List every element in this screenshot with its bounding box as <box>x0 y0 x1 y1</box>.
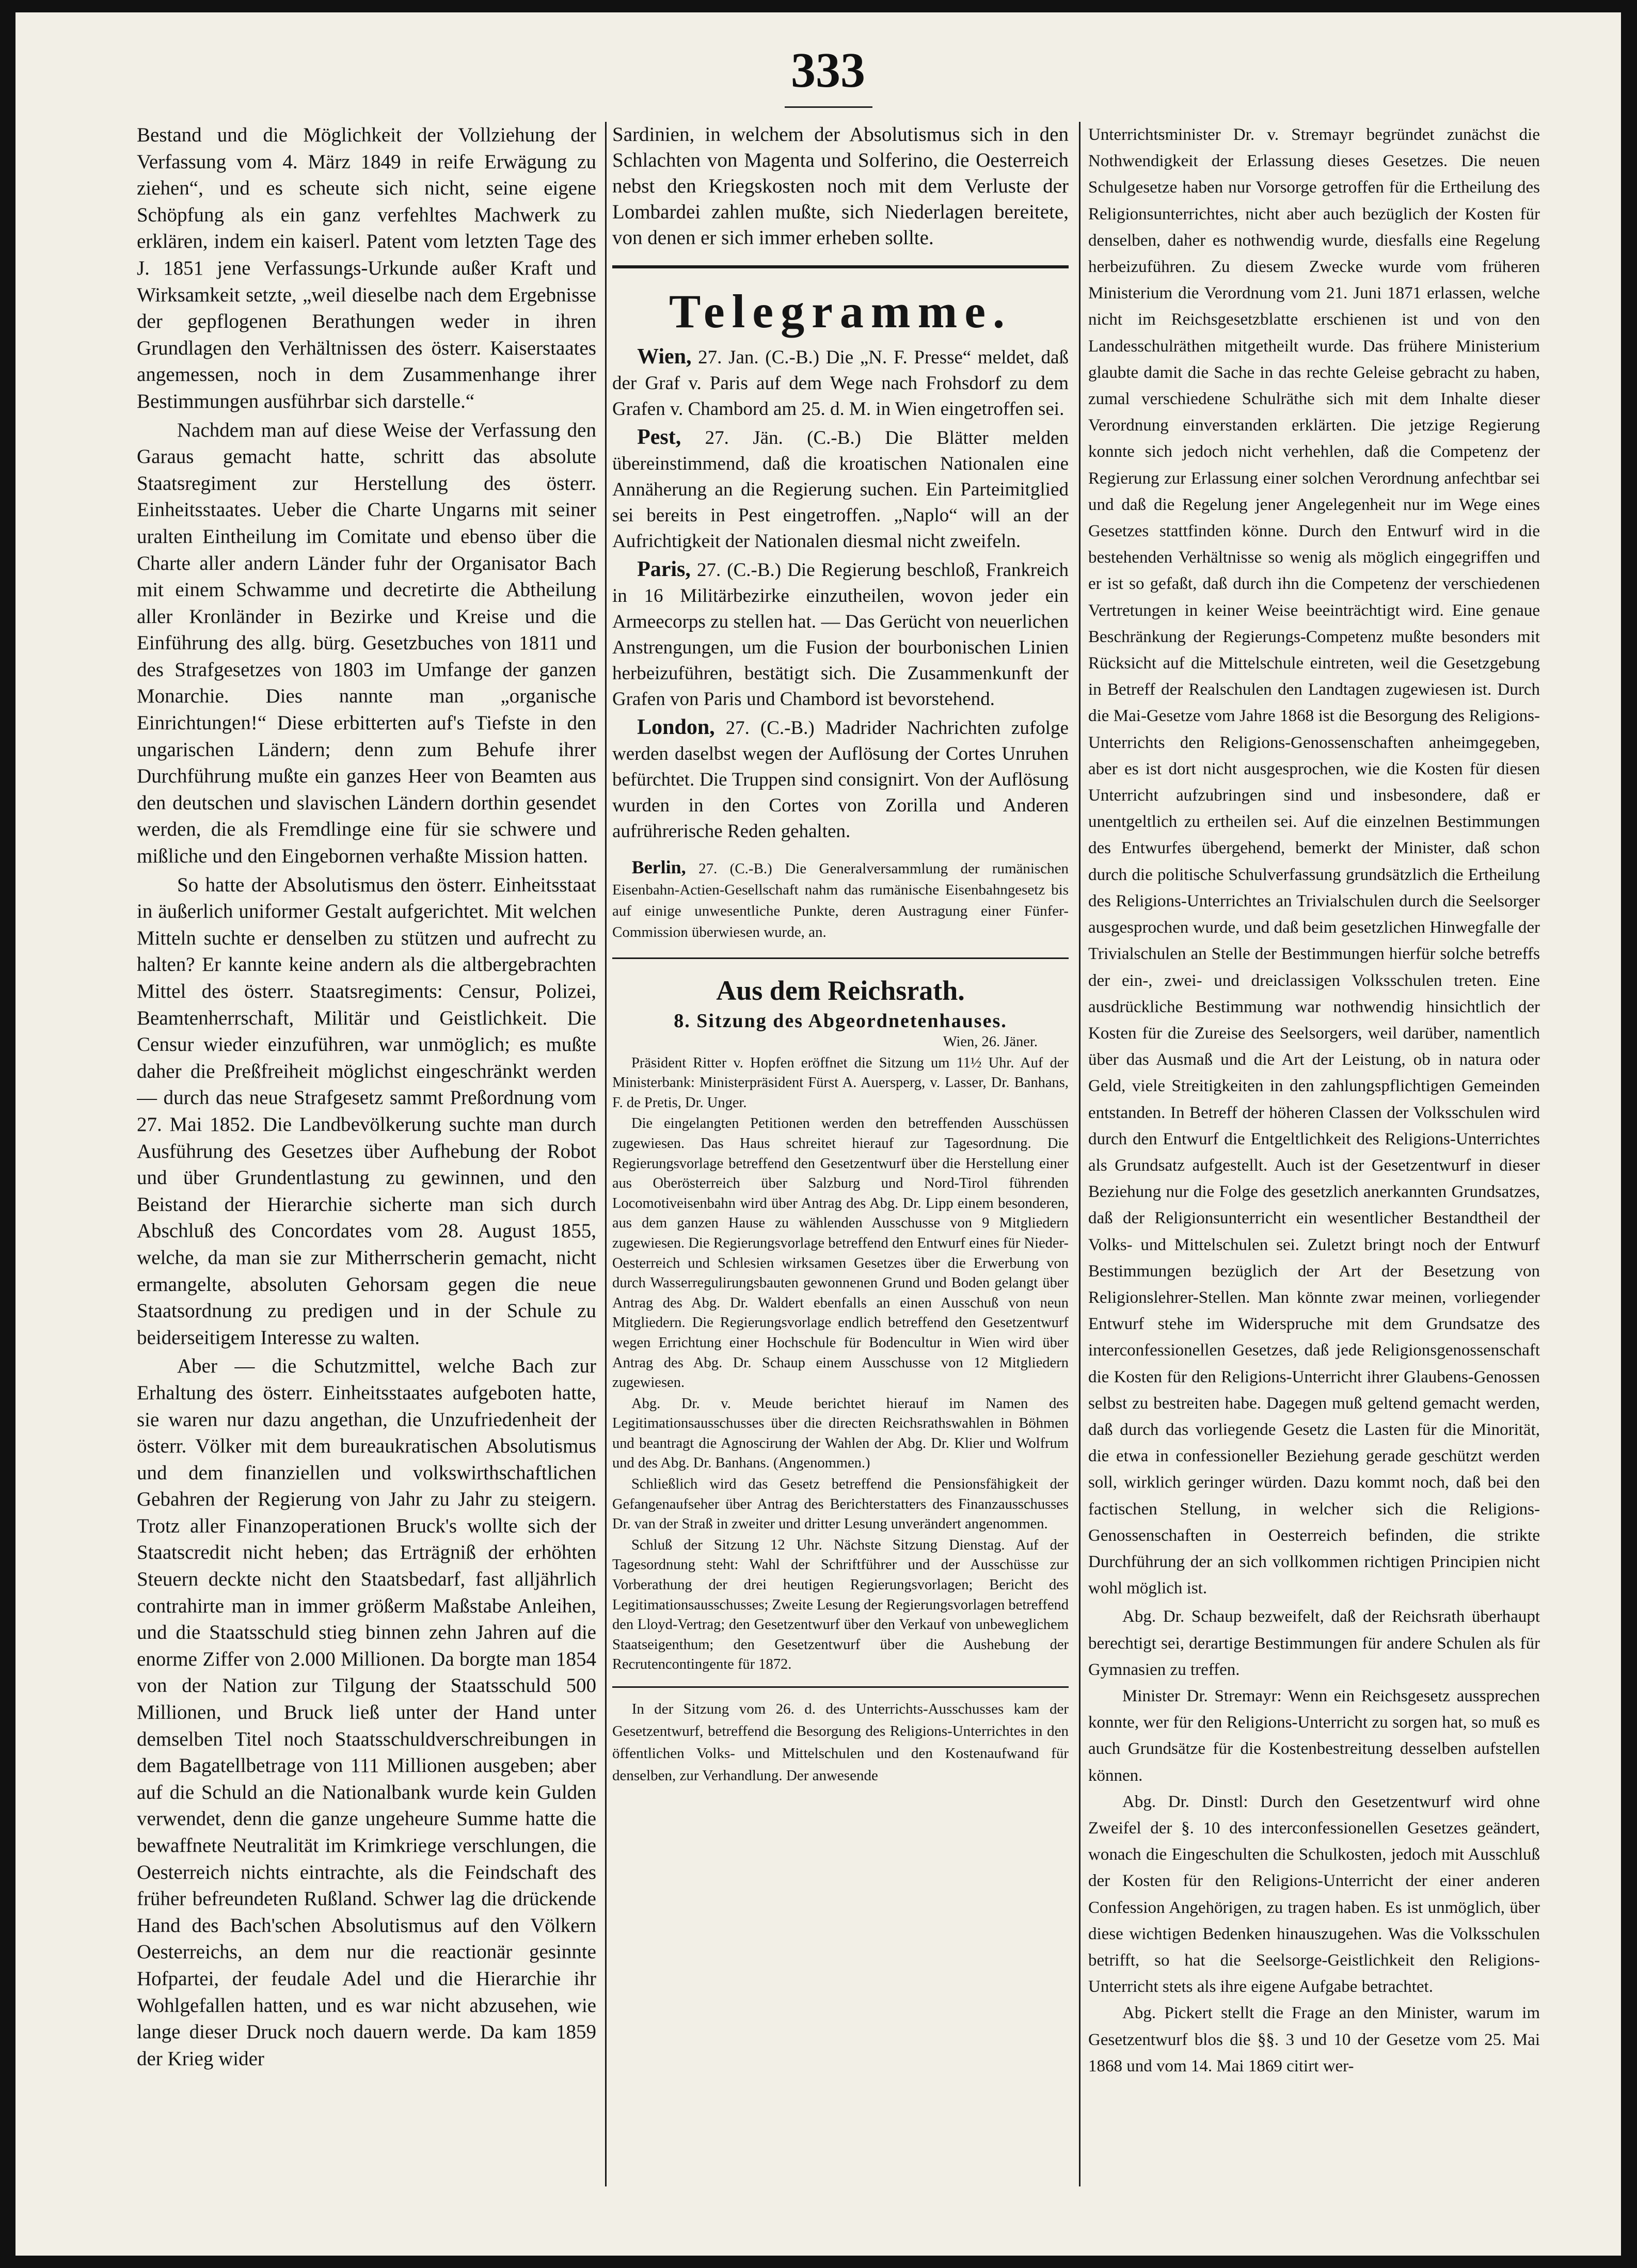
col1-paragraph-2: Nachdem man auf diese Weise der Verfassung den Garaus gemacht hatte, schritt das absolute Staatsregiment zur Herstellung des österr. Einheitsstaates. Ueber die Charte Ungarns mit seiner uralten Eintheilung im Comitate und ebenso über die Charte aller andern Länder fuhr der Organisator Bach mit einem Schwamme und decretirte die Abtheilung aller Kronländer in Bezirke und Kreise und die Einführung des allg. bürg. Gesetzbuches von 1811 und des Strafgesetzes von 1803 im Umfange der ganzen Monarchie. Dies nannte man „organische Einrichtungen!“ Diese erbitterten auf's Tiefste in den ungarischen Ländern; denn zum Behufe ihrer Durchführung mußte ein ganzes Heer von Beamten aus den deutschen und slavischen Ländern dorthin gesendet werden, die als Fremdlinge eine für sie schwere und mißliche und den Eingebornen verhaßte Mission hatten. <box>137 419 596 868</box>
telegram-item <box>612 857 1069 943</box>
column-3 <box>1088 122 1540 2202</box>
telegram-place: Pest, <box>637 425 681 449</box>
telegrams-heading: Telegramme. <box>669 285 1012 338</box>
reichsrath-heading: Aus dem Reichsrath. <box>716 975 965 1006</box>
telegram-place: Berlin, <box>631 857 686 877</box>
proceedings-paragraph: Abg. Dr. v. Meude berichtet hierauf im Namen des Legitimationsausschusses über die directen Reichsrathswahlen in Böhmen und beantragt die Agnoscirung der Wahlen der Abg. Dr. Klier und Wolfrum und des Abg. Dr. Banhans. (Angenommen.) <box>612 1395 1069 1472</box>
proceedings-paragraph: Schluß der Sitzung 12 Uhr. Nächste Sitzung Dienstag. Auf der Tagesordnung steht: Wahl der Schriftführer und der Ausschüsse zur Vorberathung der drei heutigen Regierungsvorlagen; Bericht des Legitimationsausschusses; Zweite Lesung der Regierungsvorlagen betreffend den Lloyd-Vertrag; den Gesetzentwurf über den Verkauf von unbeweglichem Staatseigenthum; den Gesetzentwurf über die Aushebung der Recrutencontingente für 1872. <box>612 1537 1069 1673</box>
proceedings-paragraph: Präsident Ritter v. Hopfen eröffnet die Sitzung um 11½ Uhr. Auf der Ministerbank: Ministerpräsident Fürst A. Auersperg, v. Lasser, Dr. Banhans, F. de Pretis, Dr. Unger. <box>612 1055 1069 1111</box>
section-top-rule <box>612 957 1069 959</box>
telegram-place: London, <box>637 715 715 739</box>
col3-paragraph-4: Abg. Dr. Dinstl: Durch den Gesetzentwurf wird ohne Zweifel der §. 10 des interconfessionellen Gesetzes geändert, wonach die Eingeschulten die Schulkosten, jedoch mit Ausschluß der Kosten für den Religions-Unterricht der einer anderen Confession Angehörigen, zu tragen haben. Es ist unmöglich, über diese wichtigen Bedenken hinauszugehen. Was die Volksschulen betrifft, so hat die Seelsorge-Geistlichkeit den Religions-Unterricht stets als ihre eigene Aufgabe betrachtet. <box>1088 1792 1540 1997</box>
telegram-item <box>612 344 1069 422</box>
report-paragraph: In der Sitzung vom 26. d. des Unterrichts-Ausschusses kam der Gesetzentwurf, betreffend die Besorgung des Religions-Unterrichtes in den öffentlichen Volks- und Mittelschulen und den Kostenaufwand für denselben, zur Verhandlung. Der anwesende <box>612 1701 1069 1784</box>
page-number: 333 <box>791 42 865 98</box>
col3-paragraph-3: Minister Dr. Stremayr: Wenn ein Reichsgesetz aussprechen konnte, wer für den Religions-Unterricht zu sorgen hat, so muß es auch Grundsätze für die Kostenbestreitung desselben aufstellen können. <box>1088 1686 1540 1785</box>
telegram-text: 27. (C.-B.) Madrider Nachrichten zufolge werden daselbst wegen der Auflösung der Cortes Unruhen befürchtet. Die Truppen sind consignirt. Von der Auflösung wurden in den Cortes von Zorilla und Anderen aufrührerische Reden gehalten. <box>612 717 1069 842</box>
report-top-rule <box>612 1686 1069 1688</box>
telegram-berlin <box>612 857 1069 943</box>
column-1 <box>137 122 596 2202</box>
col2-intro-paragraph: Sardinien, in welchem der Absolutismus sich in den Schlachten von Magenta und Solferino, die Oesterreich nebst den Kriegskosten noch mit dem Verluste der Lombardei zahlen mußte, sich Niederlagen bereitete, von denen er sich immer erheben sollte. <box>612 123 1069 249</box>
col1-paragraph-1: Bestand und die Möglichkeit der Vollziehung der Verfassung vom 4. März 1849 in reife Erwägung zu ziehen“, und es scheute sich nicht, seine eigene Schöpfung als ein ganz verfehltes Machwerk zu erklären, indem ein kaiserl. Patent vom letzten Tage des J. 1851 jene Verfassungs-Urkunde außer Kraft und Wirksamkeit setzte, „weil dieselbe nach dem Ergebnisse der gepflogenen Berathungen weder in ihren Grundlagen den Verhältnissen des österr. Kaiserstaates angemessen, noch in dem Zusammenhange ihrer Bestimmungen ausführbar sich darstelle.“ <box>137 124 596 412</box>
telegrams-list <box>612 344 1069 844</box>
telegrams-top-rule <box>612 265 1069 268</box>
telegram-text: 27. (C.-B.) Die Generalversammlung der rumänischen Eisenbahn-Actien-Gesellschaft nahm das rumänische Eisenbahngesetz bis auf einige unwesentliche Punkte, deren Austragung einer Fünfer-Commission überwiesen wurde, an. <box>612 860 1069 940</box>
session-proceedings <box>612 1032 1069 1675</box>
column-rule-left <box>605 122 607 2186</box>
telegram-text: 27. Jan. (C.-B.) Die „N. F. Presse“ meldet, daß der Graf v. Paris auf dem Wege nach Frohsdorf zu dem Grafen v. Chambord am 25. d. M. in Wien eingetroffen sei. <box>612 347 1069 420</box>
col1-paragraph-4: Aber — die Schutzmittel, welche Bach zur Erhaltung des österr. Einheitsstaates aufgeboten hatte, sie waren nur dazu angethan, die Unzufriedenheit der österr. Völker mit dem bureaukratischen Absolutismus und dem finanziellen und volkswirthschaftlichen Gebahren der Regierung von Jahr zu Jahr zu steigern. Trotz aller Finanzoperationen Bruck's wollte sich der Staatscredit nicht heben; das Erträgniß der erhöhten Steuern deckte nicht den Staatsbedarf, fast alljährlich contrahirte man in immer größerm Maßstabe Anleihen, und die Staatsschuld stieg binnen zehn Jahren auf die enorme Ziffer von 2.000 Millionen. Da borgte man 1854 von der Nation zur Tilgung der Staatsschuld 500 Millionen, und Bruck ließ unter der Hand unter demselben Titel noch Staatsschuldverschreibungen in dem Bagatellbetrage von 111 Millionen ausgeben; aber auf die Schuld an die Nationalbank wurde kein Gulden verwendet, denn die ganze ungeheure Summe hatte die bewaffnete Neutralität im Krimkriege verschlungen, die Oesterreich nichts eintrachte, als die Feindschaft des früher befreundeten Rußland. Schwer lag die drückende Hand des Bach'schen Absolutismus auf den Völkern Oesterreichs, an dem nur die reactionär gesinnte Hofpartei, der feudale Adel und die Hierarchie ihr Wohlgefallen hatten, und es war nicht abzusehen, wie lange dieser Druck noch dauern werde. Da kam 1859 der Krieg wider <box>137 1355 596 2070</box>
proceedings-paragraph: Die eingelangten Petitionen werden den betreffenden Ausschüssen zugewiesen. Das Haus schreitet hierauf zur Tagesordnung. Die Regierungsvorlage betreffend den Gesetzentwurf über die Herstellung einer aus Oberösterreich über Salzburg und Nord-Tirol führenden Locomotiveisenbahn wird über Antrag des Abg. Dr. Lipp einem besonderen, aus dem ganzen Hause zu wählenden Ausschusse von 9 Mitgliedern zugewiesen. Die Regierungsvorlage betreffend den Entwurf eines für Nieder-Oesterreich und Schlesien wirksamen Gesetzes über die Erwerbung von durch Wasserregulirungsbauten gewonnenen Grund und Boden gelangt über Antrag des Abg. Dr. Waldert ebenfalls an einen Ausschuß von neun Mitgliedern. Die Regierungsvorlage endlich betreffend den Gesetzentwurf wegen Errichtung einer Hochschule für Bodencultur in Wien wird über Antrag des Abg. Dr. Schaup einem Ausschusse von 12 Mitgliedern zugewiesen. <box>612 1115 1069 1391</box>
col1-paragraph-3: So hatte der Absolutismus den österr. Einheitsstaat in äußerlich uniformer Gestalt aufgerichtet. Mit welchen Mitteln suchte er denselben zu stützen und aufrecht zu halten? Er kannte keine andern als die altbergebrachten Mittel des österr. Staatsregiments: Censur, Polizei, Beamtenherrschaft, Militär und Geistlichkeit. Die Censur wieder einzuführen, war unmöglich; es mußte daher die Preßfreiheit möglichst eingeschränkt werden — durch das neue Strafgesetz sammt Preßordnung vom 27. Mai 1852. Die Landbevölkerung suchte man durch Ausführung des Gesetzes über Aufhebung der Robot und über Grundentlastung zu gewinnen, und den Beistand der Hierarchie sicherte man sich durch Abschluß des Concordates vom 28. August 1855, welche, da man sie zur Mitherrscherin gemacht, nicht ermangelte, absoluten Gehorsam gegen die neue Staatsordnung zu predigen und in der Schule zu beiderseitigem Interesse zu walten. <box>137 873 596 1349</box>
page-number-underline <box>785 102 872 108</box>
telegram-text: 27. (C.-B.) Die Regierung beschloß, Frankreich in 16 Militärbezirke einzutheilen, wovon jeder ein Armeecorps zu stellen hat. — Das Gerücht von neuerlichen Anstrengungen, um die Fusion der bourbonischen Linien herbeizuführen, bestätigt sich. Die Zusammenkunft der Grafen von Paris und Chambord ist bevorstehend. <box>612 560 1069 710</box>
telegram-text: 27. Jän. (C.-B.) Die Blätter melden übereinstimmend, daß die kroatischen Nationalen eine Annäherung an die Regierung suchen. Ein Parteimitglied sei bereits in Pest eingetroffen. „Naplo“ will an der Aufrichtigkeit der Nationalen diesmal nicht zweifeln. <box>612 427 1069 552</box>
col3-paragraph-1: Unterrichtsminister Dr. v. Stremayr begründet zunächst die Nothwendigkeit der Erlassung dieses Gesetzes. Die neuen Schulgesetze haben nur Vorsorge getroffen für die Ertheilung des Religionsunterrichtes, nicht aber auch bezüglich der Kosten für denselben, daher es nothwendig wurde, diesfalls eine Regelung herbeizuführen. Zu diesem Zwecke wurde vom früheren Ministerium die Verordnung vom 21. Juni 1871 erlassen, welche nicht im Reichsgesetzblatte erschienen ist und von den Landesschulräthen mitgetheilt wurde. Das frühere Ministerium glaubte damit die Sache in das rechte Geleise gebracht zu haben, zumal verschiedene Schulräthe sich mit dem Inhalte dieser Verordnung einverstanden erklärten. Die jetzige Regierung konnte sich jedoch nicht verhehlen, daß die Competenz der Regierung zur Erlassung einer solchen Verordnung anfechtbar sei und daß die Regelung jener Angelegenheit nur im Wege eines Gesetzes stattfinden könne. Durch den Entwurf wird in die bestehenden Verhältnisse so wenig als möglich eingegriffen und er ist so gefaßt, daß durch ihn die Competenz der verschiedenen Vertretungen in keiner Weise beeinträchtigt wird. Eine genaue Beschränkung der Regierungs-Competenz mußte besonders mit Rücksicht auf die Mittelschule eintreten, weil die Gesetzgebung in Betreff der Realschulen den Landtagen zugewiesen ist. Durch die Mai-Gesetze vom Jahre 1868 ist die Besorgung des Religions-Unterrichts den Religions-Genossenschaften anheimgegeben, aber es ist dort nicht ausgesprochen, wie die Kosten für diesen Unterricht aufzubringen sind und insbesondere, daß er unentgeltlich zu ertheilen sei. Auf die einzelnen Bestimmungen des Entwurfes übergehend, bemerkt der Minister, daß schon durch die politische Schulverfassung grundsätzlich die Ertheilung des Religions-Unterrichtes an Trivialschulen durch die Seelsorger ausgesprochen wurde, und daß beim gesetzlichen Hinwegfalle der Trivialschulen an Stelle der Bestimmungen hierfür solche betreffs der ein-, zwei- und dreiclassigen Volksschulen treten. Eine ausdrückliche Bestimmung war nothwendig hinsichtlich der Kosten für die Zureise des Seelsorgers, weil darüber, namentlich über das Ausmaß und die Art der Leistung, ob in natura oder Geld, viele Streitigkeiten in den zahlungspflichtigen Gemeinden entstanden. In Betreff der höheren Classen der Volksschulen wird durch den Entwurf die Entgeltlichkeit des Religions-Unterrichtes als Grundsatz aufgestellt. Auch ist der Gesetzentwurf in dieser Beziehung nur die Folge des gesetzlich anerkannten Grundsatzes, daß der Religionsunterricht ein wesentlicher Bestandtheil der Volks- und Mittelschulen sei. Zuletzt bringt noch der Entwurf Bestimmungen bezüglich der Art der Besetzung von Religionslehrer-Stellen. Man könnte zwar meinen, vorliegender Entwurf stehe im Widerspruche mit dem Grundsatze des interconfessionellen Gesetzes, daß jede Religionsgenossenschaft die Kosten für den Religions-Unterricht ihrer Glaubens-Genossen selbst zu bestreiten habe. Dagegen muß geltend gemacht werden, daß durch das vorliegende Gesetz die Lasten für die Minorität, die etwa in confessioneller Beziehung gerade geschützt werden soll, wirklich geringer würden. Dazu kommt noch, daß bei den factischen Stellung, in welcher sich die Religions-Genossenschaften in Oesterreich befinden, die strikte Durchführung der an sich vollkommen richtigen Principien nicht wohl möglich ist. <box>1088 125 1540 1598</box>
dateline: Wien, 26. Jäner. <box>943 1034 1038 1050</box>
column-rule-right <box>1079 122 1080 2186</box>
telegram-place: Wien, <box>637 345 692 369</box>
proceedings-paragraph: Schließlich wird das Gesetz betreffend die Pensionsfähigkeit der Gefangenaufseher über Antrag des Berichterstatters des Finanzausschusses Dr. van der Straß in zweiter und dritter Lesung unverändert angenommen. <box>612 1476 1069 1532</box>
telegram-item <box>612 424 1069 554</box>
telegram-item <box>612 556 1069 712</box>
reichsrath-subheading: 8. Sitzung des Abgeordnetenhauses. <box>674 1010 1007 1032</box>
committee-report <box>612 1698 1069 1787</box>
col3-paragraph-5: Abg. Pickert stellt die Frage an den Minister, warum im Gesetzentwurf blos die §§. 3 und 10 der Gesetze vom 25. Mai 1868 und vom 14. Mai 1869 citirt wer- <box>1088 2004 1540 2075</box>
telegram-place: Paris, <box>637 557 691 581</box>
telegram-item <box>612 714 1069 844</box>
col3-paragraph-2: Abg. Dr. Schaup bezweifelt, daß der Reichsrath überhaupt berechtigt sei, derartige Bestimmungen für andere Schulen als für Gymnasien zu treffen. <box>1088 1607 1540 1679</box>
column-2 <box>612 122 1069 2202</box>
